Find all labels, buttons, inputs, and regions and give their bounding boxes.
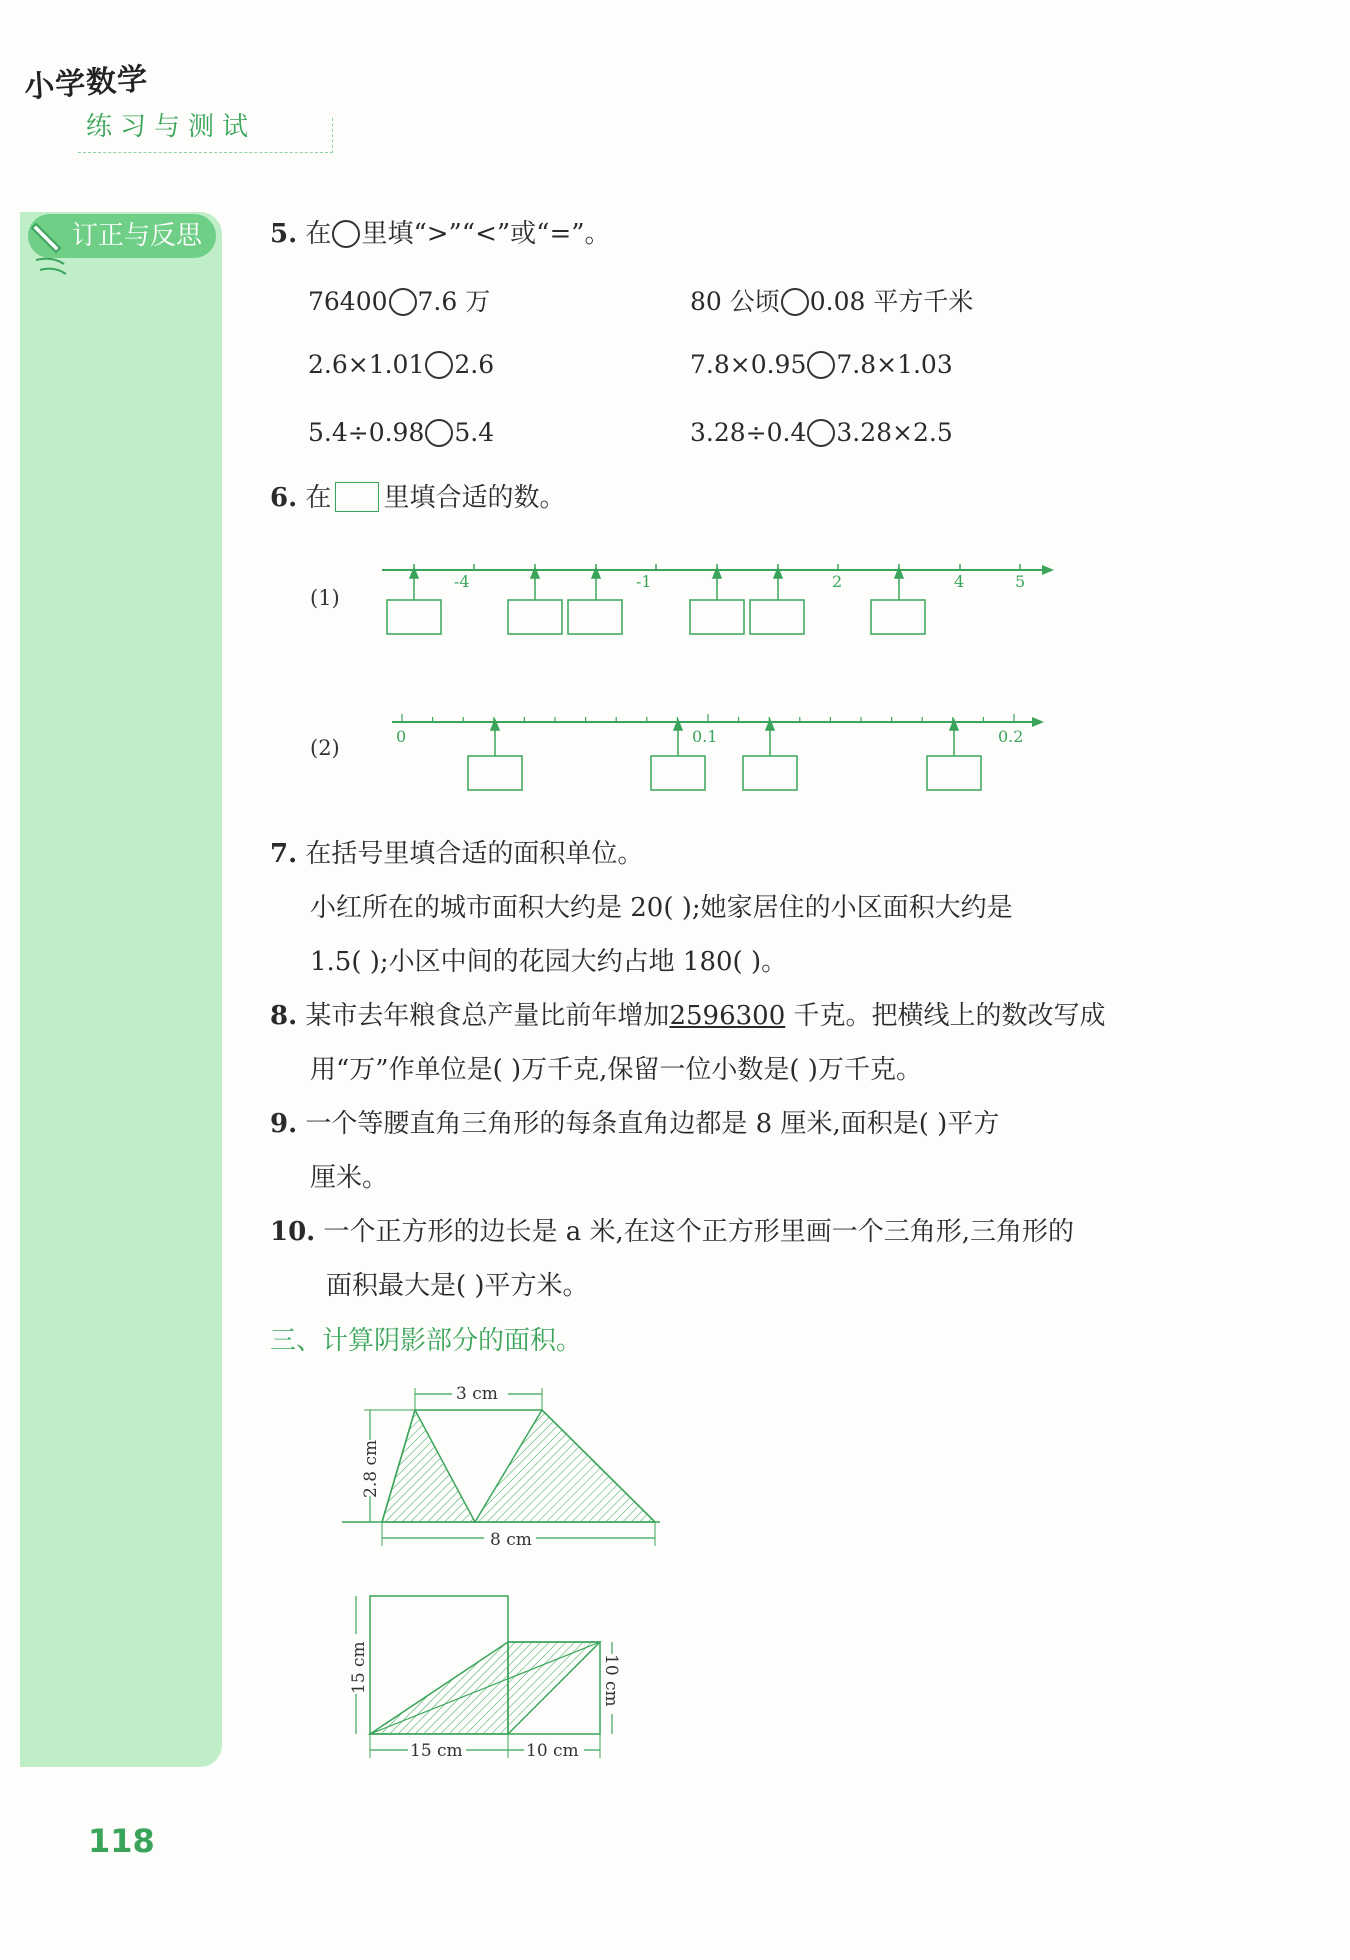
tick-label: 0 (396, 727, 407, 746)
number-line-1 (370, 556, 1060, 656)
dimension-label: 10 cm (526, 1741, 579, 1761)
dimension-label: 2.8 cm (361, 1439, 381, 1498)
pencil-icon (30, 218, 74, 278)
compare-item: 76400 7.6 万 (308, 287, 491, 316)
tick-label: 5 (1015, 572, 1026, 591)
correction-sidebar (20, 212, 222, 1767)
answer-circle[interactable] (425, 351, 453, 379)
stem-text: 在 (305, 483, 332, 513)
tick-label: 4 (954, 572, 965, 591)
answer-box (651, 756, 705, 790)
question-7-line: 小红所在的城市面积大约是 20( );她家居住的小区面积大约是 (310, 893, 1013, 923)
answer-box (468, 756, 522, 790)
answer-circle[interactable] (389, 288, 417, 316)
question-10-line: 面积最大是( )平方米。 (326, 1271, 589, 1301)
stem-text: 某市去年粮食总产量比前年增加 (305, 1001, 670, 1031)
section-3-title: 三、计算阴影部分的面积。 (270, 1326, 583, 1356)
question-number: 6. (270, 483, 298, 513)
stem-text: 里填合适的数。 (383, 483, 566, 513)
question-number: 8. (270, 1001, 298, 1031)
question-9-line: 厘米。 (310, 1163, 389, 1193)
sidebar-tag: 订正与反思 (28, 214, 216, 258)
tick-label: -1 (636, 572, 652, 591)
answer-circle[interactable] (781, 288, 809, 316)
answer-box (750, 600, 804, 634)
dimension-label: 8 cm (490, 1530, 532, 1550)
compare-item: 80 公顷 0.08 平方千米 (690, 287, 974, 316)
compare-item: 2.6×1.01 2.6 (308, 350, 495, 379)
number-line-2-label: (2) (310, 736, 340, 760)
question-7-line: 1.5( );小区中间的花园大约占地 180( )。 (310, 947, 788, 977)
dimension-label: 15 cm (349, 1641, 369, 1694)
square-blank (335, 482, 379, 512)
book-subtitle: 练习与测试 (86, 112, 257, 142)
page-number: 118 (88, 1822, 155, 1860)
question-number: 9. (270, 1109, 298, 1139)
question-6-stem (270, 478, 565, 518)
question-8-line (270, 996, 1106, 1036)
stem-text: 一个正方形的边长是 a 米,在这个正方形里画一个三角形,三角形的 (323, 1217, 1075, 1247)
tick-label: 0.1 (692, 727, 718, 746)
compare-item: 3.28÷0.4 3.28×2.5 (690, 418, 953, 447)
answer-circle[interactable] (807, 351, 835, 379)
answer-circle[interactable] (425, 419, 453, 447)
shaded-triangle (382, 1410, 475, 1522)
stem-text: 在 (305, 219, 332, 249)
book-title: 小学数学 (23, 61, 150, 106)
answer-box (568, 600, 622, 634)
answer-circle[interactable] (807, 419, 835, 447)
answer-box (743, 756, 797, 790)
stem-text: 千克。把横线上的数改写成 (785, 1001, 1106, 1031)
question-number: 5. (270, 219, 298, 249)
question-number: 7. (270, 839, 298, 869)
tick-label: 0.2 (998, 727, 1024, 746)
dimension-label: 10 cm (601, 1654, 621, 1707)
compare-item: 5.4÷0.98 5.4 (308, 418, 495, 447)
tick-label: 2 (832, 572, 843, 591)
number-line-2 (380, 708, 1050, 802)
underlined-number: 2596300 (669, 1001, 786, 1031)
question-7-stem (270, 834, 643, 874)
answer-box (690, 600, 744, 634)
number-line-1-label: (1) (310, 586, 340, 610)
answer-box (927, 756, 981, 790)
question-number: 10. (270, 1217, 316, 1247)
figure-2-squares (340, 1588, 640, 1768)
stem-text: 一个等腰直角三角形的每条直角边都是 8 厘米,面积是( )平方 (305, 1109, 1000, 1139)
question-8-line: 用“万”作单位是( )万千克,保留一位小数是( )万千克。 (310, 1055, 922, 1085)
shaded-triangle (475, 1410, 655, 1522)
figure-1-trapezoid (340, 1380, 680, 1550)
stem-text: 在括号里填合适的面积单位。 (305, 839, 644, 869)
answer-box (871, 600, 925, 634)
dimension-label: 15 cm (410, 1741, 463, 1761)
dimension-label: 3 cm (456, 1384, 498, 1404)
answer-box (508, 600, 562, 634)
question-9-line (270, 1104, 999, 1144)
question-10-line (270, 1212, 1074, 1252)
stem-text: 里填“>”“<”或“=”。 (361, 219, 611, 249)
question-5-stem (270, 214, 611, 254)
tick-label: -4 (454, 572, 470, 591)
compare-item: 7.8×0.95 7.8×1.03 (690, 350, 953, 379)
circle-blank (332, 220, 360, 248)
answer-box (387, 600, 441, 634)
